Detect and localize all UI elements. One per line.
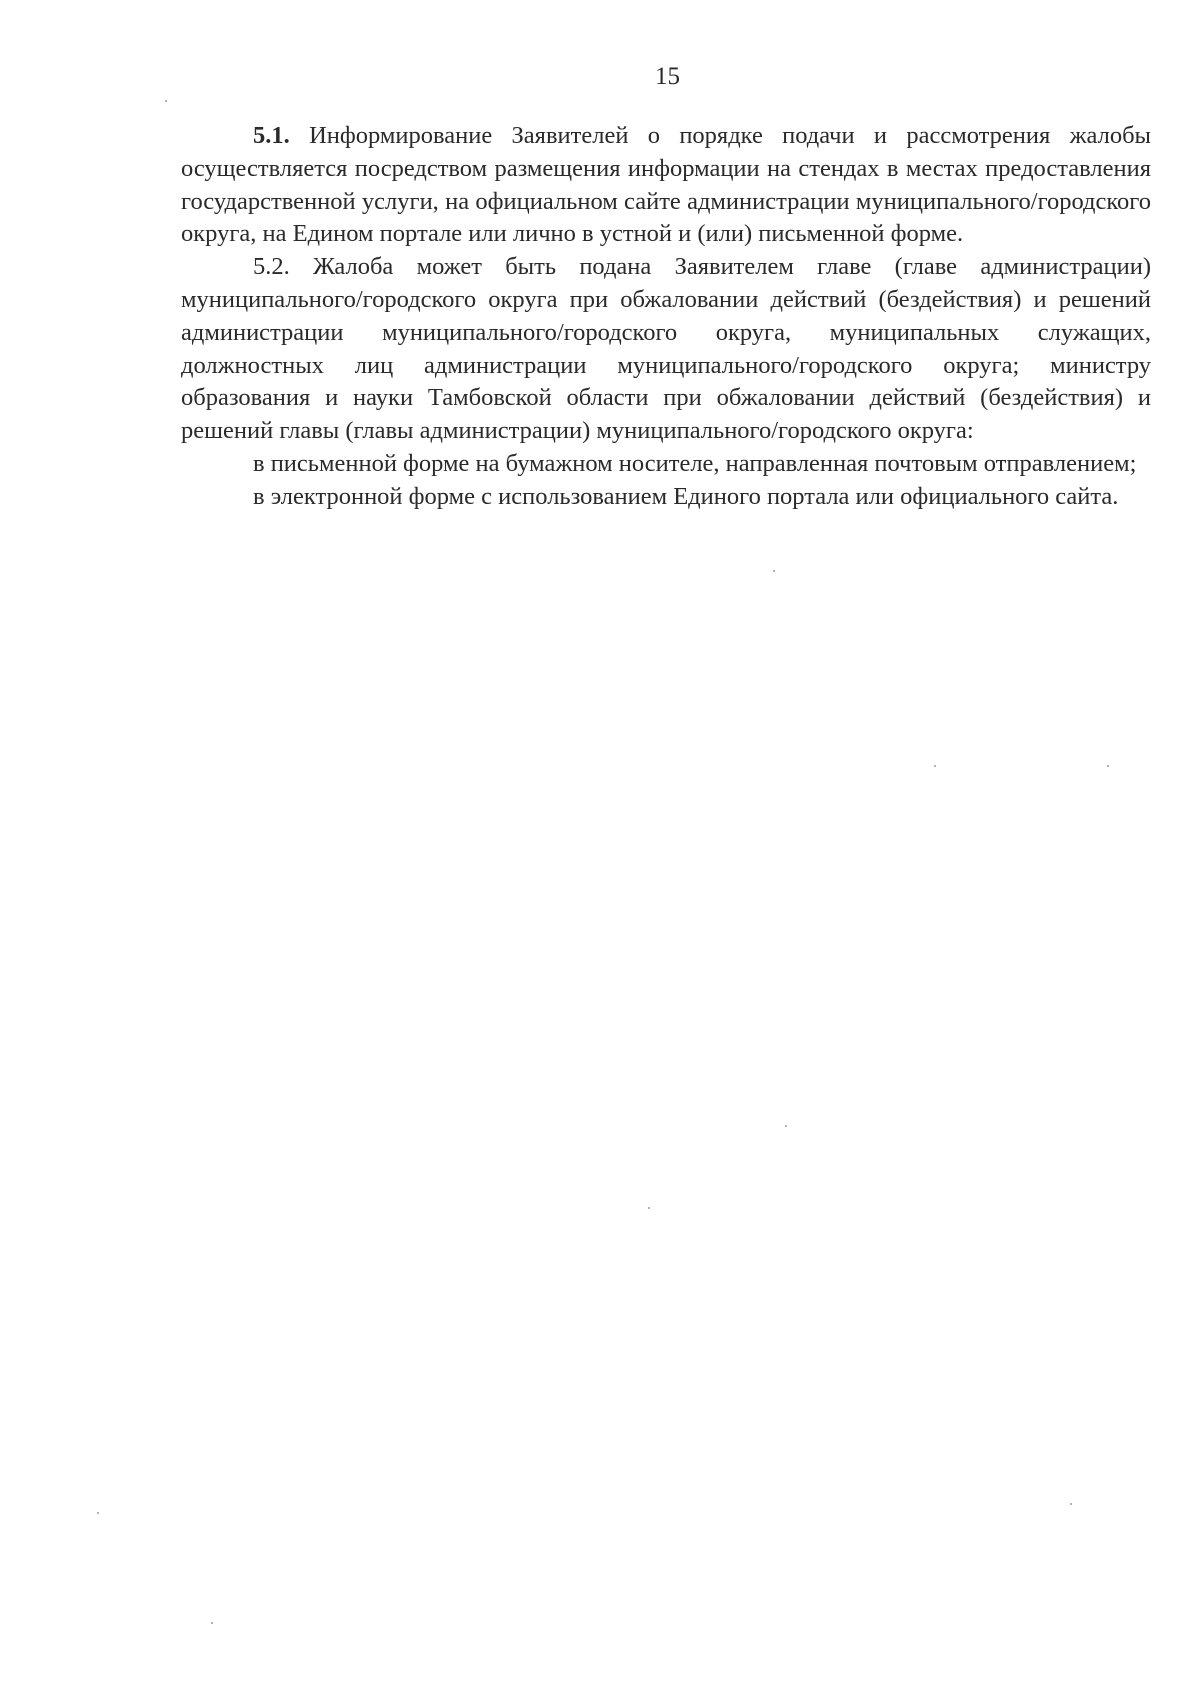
- scan-speck: [97, 1512, 99, 1514]
- paragraph-text: Информирование Заявителей о порядке подачи и рассмотрения жалобы осуществляется посредством размещения информации на стендах в местах предоставления государственной услуги, на официальном сайте администрации муниципального/городского округа, на Едином портале или лично в устной и (или) письменной форме.: [181, 122, 1152, 248]
- scan-speck: [1070, 1503, 1072, 1505]
- paragraph-electronic-form: в электронной форме с использованием Единого портала или официального сайта.: [253, 482, 1119, 510]
- scan-speck: [165, 100, 167, 102]
- paragraph-text: Жалоба может быть подана Заявителем главе (главе администрации) муниципального/городского округа при обжаловании действий (бездействия) и решений администрации муниципального/городского округа, муниципальных служащих, должностных лиц администрации муниципального/городского округа; министру образования и науки Тамбовской области при обжаловании действий (бездействия) и решений главы (главы администрации) муниципального/городского округа:: [181, 253, 1151, 445]
- paragraph-5-1: [181, 120, 1151, 251]
- page-number: 15: [655, 63, 680, 90]
- document-body: [181, 120, 1151, 514]
- scan-speck: [785, 1125, 787, 1127]
- paragraph-written-form: в письменной форме на бумажном носителе, направленная почтовым отправлением;: [253, 449, 1137, 477]
- paragraph-5-2: [181, 251, 1151, 448]
- scan-speck: [1107, 765, 1109, 767]
- paragraph-number: 5.2.: [253, 253, 290, 281]
- paragraph-number: 5.1.: [253, 122, 290, 149]
- scan-speck: [934, 765, 936, 767]
- scan-speck: [648, 1207, 650, 1209]
- scan-speck: [211, 1622, 213, 1624]
- scan-speck: [773, 570, 775, 572]
